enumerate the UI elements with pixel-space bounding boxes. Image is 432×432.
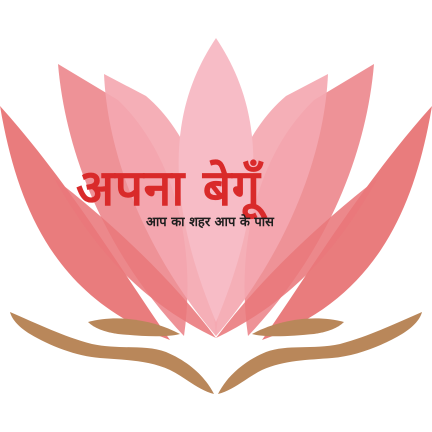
brand-title: अपना बेगूँ: [76, 159, 261, 217]
brand-tagline: आप का शहर आप के पास: [146, 215, 274, 230]
hand-right-thumb: [252, 318, 344, 336]
hand-left-thumb: [88, 318, 180, 336]
